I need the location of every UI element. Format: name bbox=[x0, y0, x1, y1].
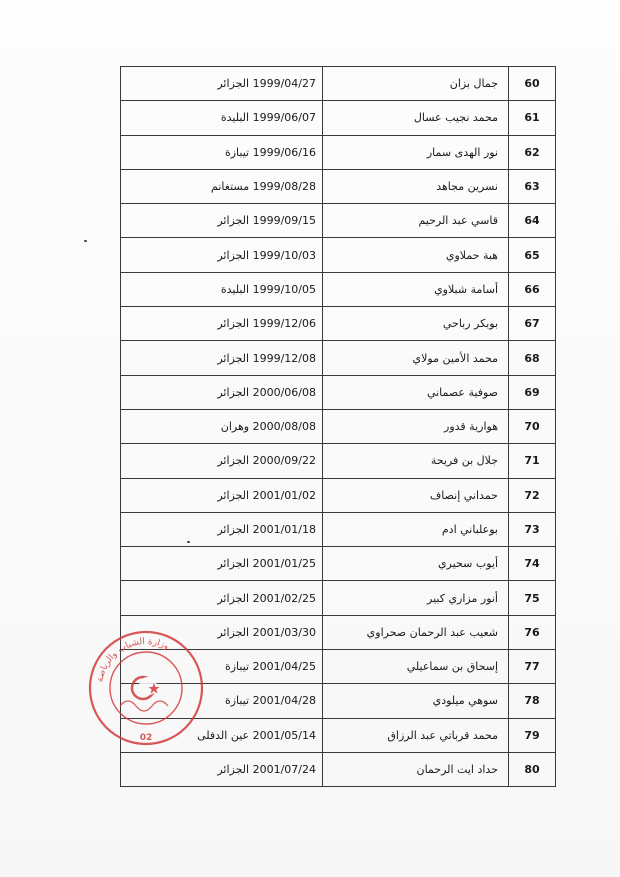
row-name: بوبكر رباحي bbox=[323, 307, 509, 341]
row-name: حمداني إنصاف bbox=[323, 478, 509, 512]
stamp-code: 02 bbox=[139, 733, 153, 743]
table-row bbox=[121, 204, 556, 238]
table-row bbox=[121, 375, 556, 409]
row-number: 80 bbox=[509, 752, 556, 786]
table-row bbox=[121, 341, 556, 375]
row-name: محمد نجيب عسال bbox=[323, 101, 509, 135]
row-name: محمد قرباتي عبد الرزاق bbox=[323, 718, 509, 752]
official-stamp bbox=[86, 628, 206, 748]
stamp-ornament bbox=[120, 701, 168, 711]
row-birth-info: 2001/01/25 الجزائر bbox=[121, 547, 323, 581]
row-name: نسرين مجاهد bbox=[323, 169, 509, 203]
row-number: 66 bbox=[509, 272, 556, 306]
row-number: 77 bbox=[509, 650, 556, 684]
table-row bbox=[121, 307, 556, 341]
row-birth-info: 1999/10/03 الجزائر bbox=[121, 238, 323, 272]
table-row bbox=[121, 135, 556, 169]
row-number: 79 bbox=[509, 718, 556, 752]
row-name: هوارية قدور bbox=[323, 409, 509, 443]
row-birth-info: 2001/01/02 الجزائر bbox=[121, 478, 323, 512]
row-number: 72 bbox=[509, 478, 556, 512]
row-birth-info: 2001/07/24 الجزائر bbox=[121, 752, 323, 786]
row-name: قاسي عبد الرحيم bbox=[323, 204, 509, 238]
row-name: أنور مزاري كبير bbox=[323, 581, 509, 615]
row-number: 71 bbox=[509, 444, 556, 478]
row-name: أيوب سحيري bbox=[323, 547, 509, 581]
row-name: حداد ايت الرحمان bbox=[323, 752, 509, 786]
row-number: 70 bbox=[509, 409, 556, 443]
row-birth-info: 2001/02/25 الجزائر bbox=[121, 581, 323, 615]
table-row bbox=[121, 752, 556, 786]
row-number: 73 bbox=[509, 512, 556, 546]
row-name: نور الهدى سمار bbox=[323, 135, 509, 169]
row-birth-info: 1999/06/16 تيبازة bbox=[121, 135, 323, 169]
table-row bbox=[121, 478, 556, 512]
row-number: 67 bbox=[509, 307, 556, 341]
table-row bbox=[121, 169, 556, 203]
row-number: 63 bbox=[509, 169, 556, 203]
row-number: 69 bbox=[509, 375, 556, 409]
table-row bbox=[121, 272, 556, 306]
row-name: هبة حملاوي bbox=[323, 238, 509, 272]
row-birth-info: 1999/12/06 الجزائر bbox=[121, 307, 323, 341]
row-birth-info: 2001/03/30 الجزائر bbox=[121, 615, 323, 649]
row-name: أسامة شبلاوي bbox=[323, 272, 509, 306]
table-row bbox=[121, 409, 556, 443]
row-number: 65 bbox=[509, 238, 556, 272]
row-number: 78 bbox=[509, 684, 556, 718]
table-row bbox=[121, 547, 556, 581]
scan-speck bbox=[187, 541, 190, 543]
row-name: بوعلباني ادم bbox=[323, 512, 509, 546]
row-name: سوهي ميلودي bbox=[323, 684, 509, 718]
row-birth-info: 2000/09/22 الجزائر bbox=[121, 444, 323, 478]
table-row bbox=[121, 238, 556, 272]
row-birth-info: 2001/05/14 عين الدفلى bbox=[121, 718, 323, 752]
row-birth-info: 2001/04/25 تيبازة bbox=[121, 650, 323, 684]
table-row bbox=[121, 67, 556, 101]
row-birth-info: 1999/10/05 البليدة bbox=[121, 272, 323, 306]
row-number: 60 bbox=[509, 67, 556, 101]
row-number: 61 bbox=[509, 101, 556, 135]
row-name: محمد الأمين مولاي bbox=[323, 341, 509, 375]
row-name: شعيب عبد الرحمان صحراوي bbox=[323, 615, 509, 649]
row-name: صوفية عصماني bbox=[323, 375, 509, 409]
table-row bbox=[121, 101, 556, 135]
row-birth-info: 1999/12/08 الجزائر bbox=[121, 341, 323, 375]
row-birth-info: 1999/04/27 الجزائر bbox=[121, 67, 323, 101]
scan-speck bbox=[84, 240, 87, 242]
row-name: جلال بن فريحة bbox=[323, 444, 509, 478]
row-number: 74 bbox=[509, 547, 556, 581]
row-birth-info: 1999/09/15 الجزائر bbox=[121, 204, 323, 238]
row-number: 68 bbox=[509, 341, 556, 375]
table-row bbox=[121, 581, 556, 615]
table-row bbox=[121, 444, 556, 478]
table-row bbox=[121, 512, 556, 546]
stamp-ring-text: وزارة الشباب والرياضة bbox=[95, 636, 171, 684]
row-number: 62 bbox=[509, 135, 556, 169]
row-name: إسحاق بن سماعيلي bbox=[323, 650, 509, 684]
row-birth-info: 2001/01/18 الجزائر bbox=[121, 512, 323, 546]
row-birth-info: 2000/08/08 وهران bbox=[121, 409, 323, 443]
row-birth-info: 2000/06/08 الجزائر bbox=[121, 375, 323, 409]
row-number: 75 bbox=[509, 581, 556, 615]
row-birth-info: 2001/04/28 تيبازة bbox=[121, 684, 323, 718]
row-name: جمال بزان bbox=[323, 67, 509, 101]
row-number: 64 bbox=[509, 204, 556, 238]
row-birth-info: 1999/08/28 مستغانم bbox=[121, 169, 323, 203]
row-birth-info: 1999/06/07 البليدة bbox=[121, 101, 323, 135]
row-number: 76 bbox=[509, 615, 556, 649]
